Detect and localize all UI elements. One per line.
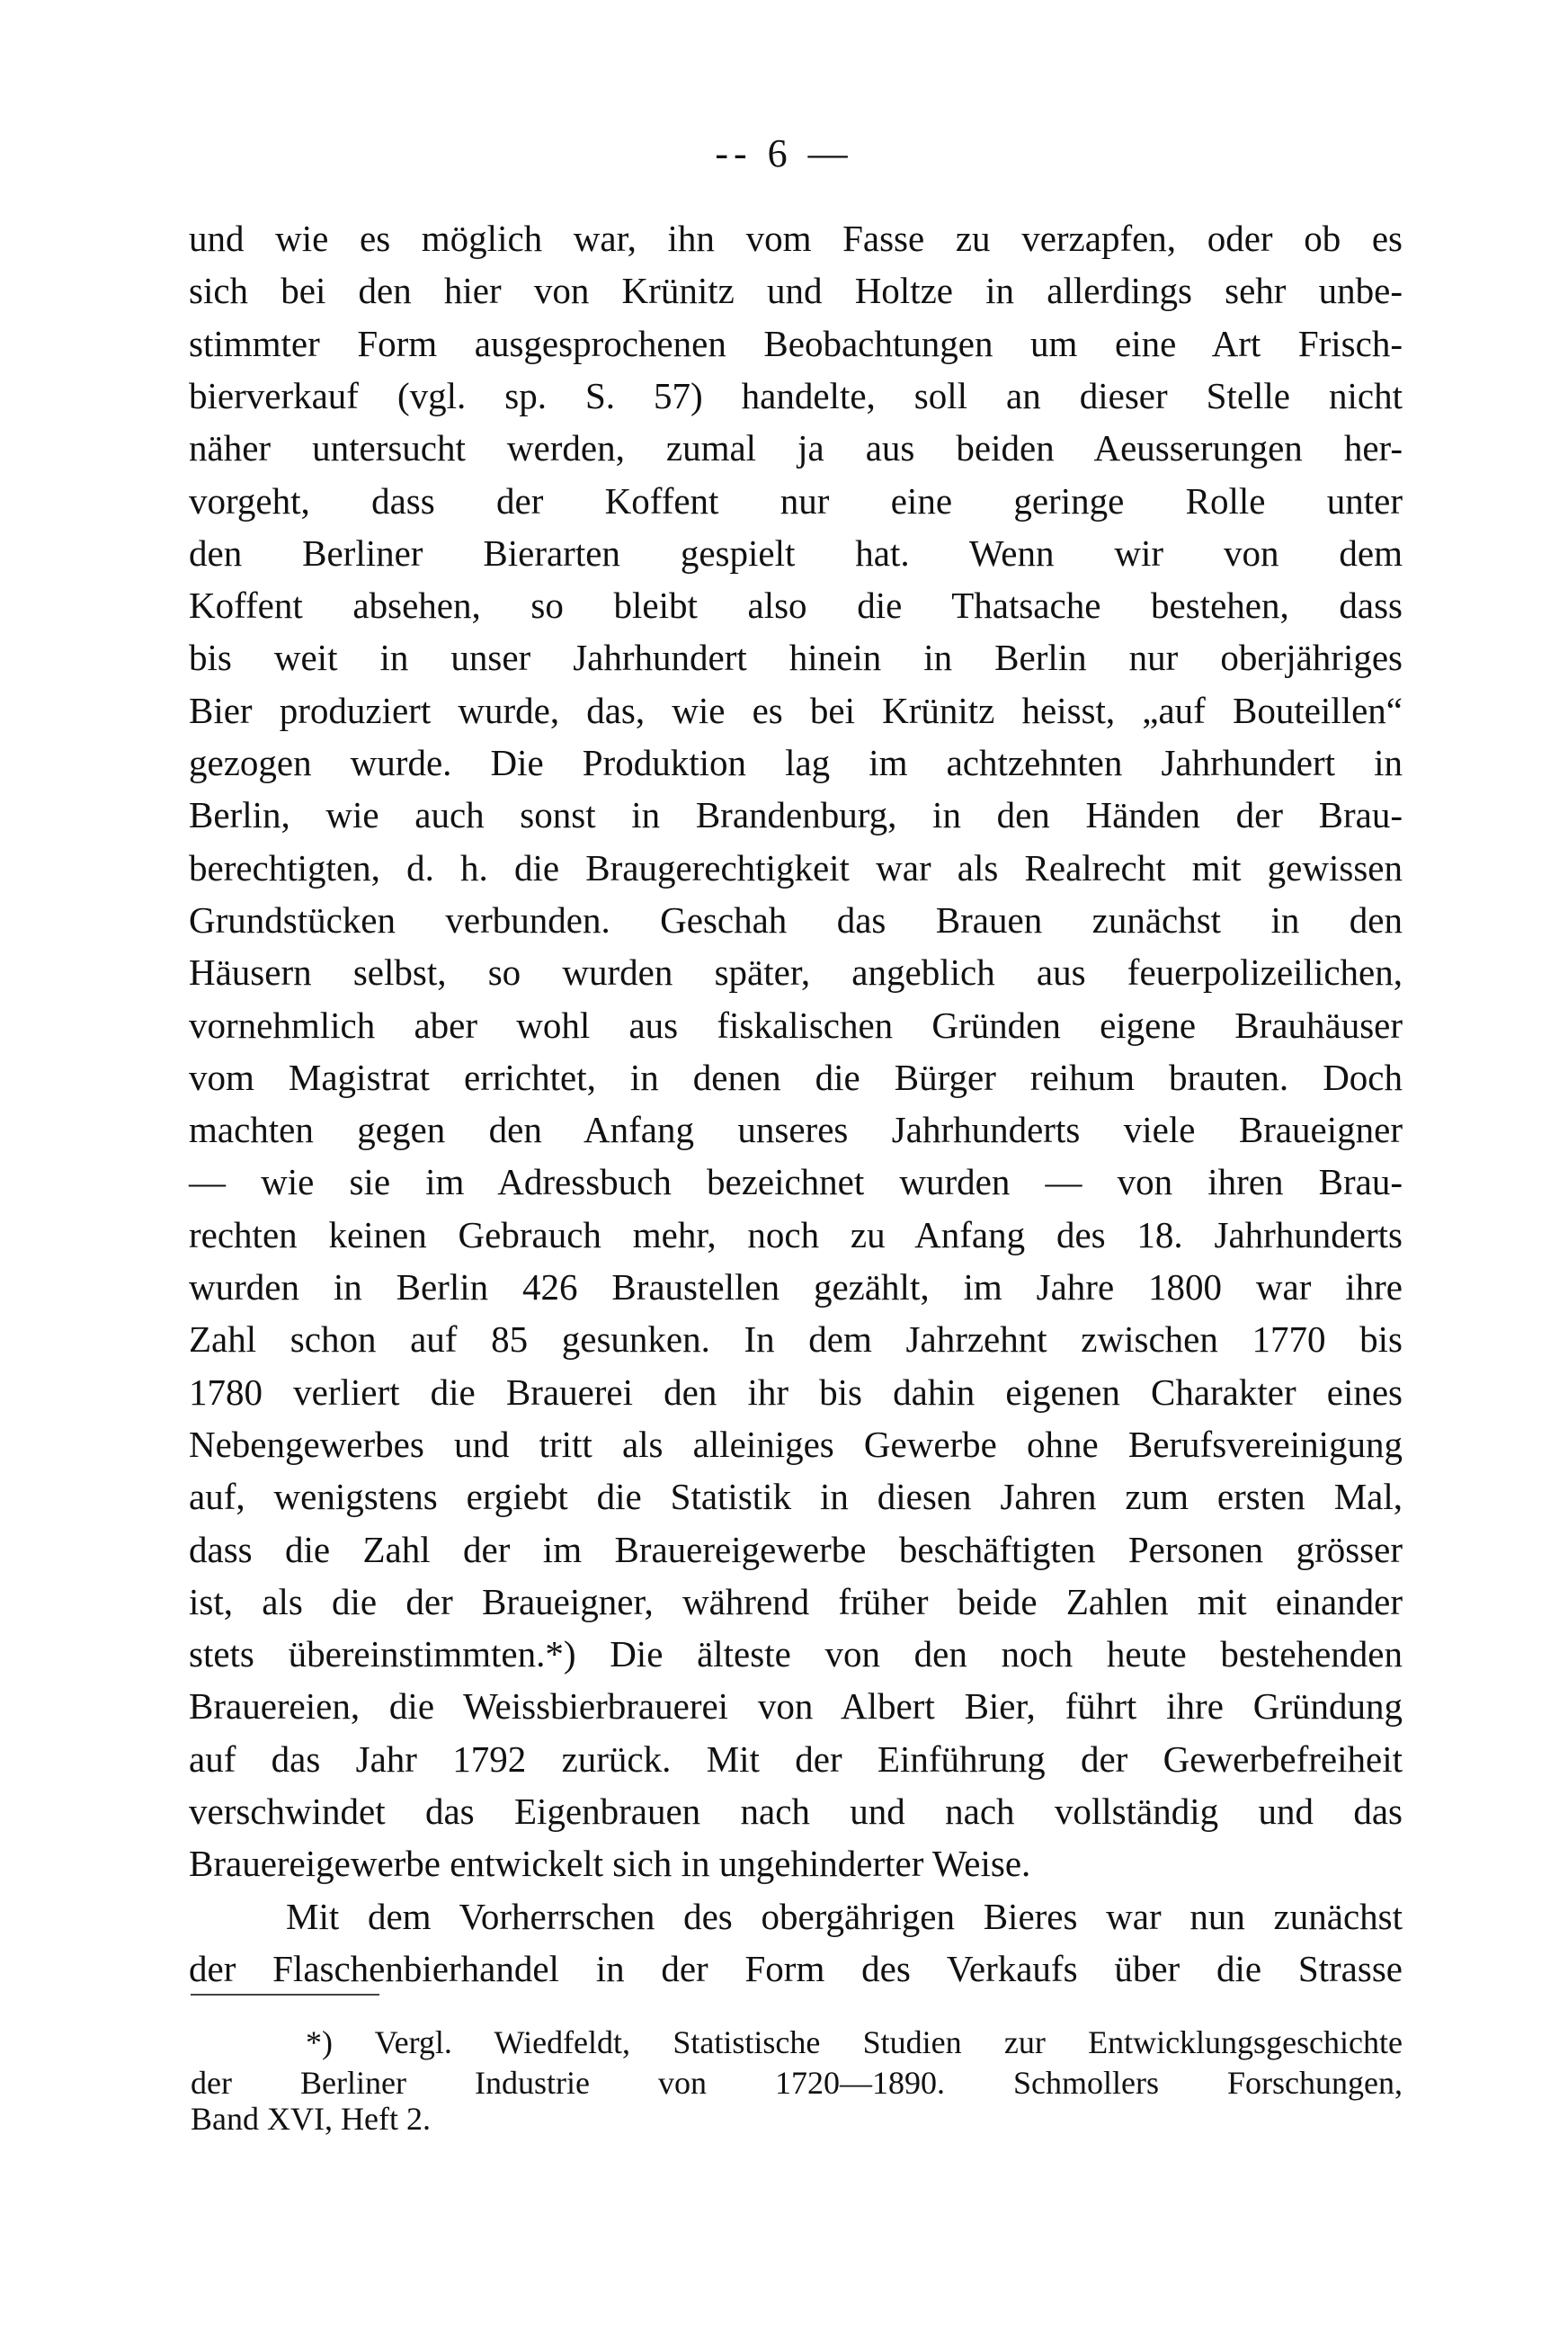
text-line: Häusern selbst, so wurden später, angeblich aus feuerpolizeilichen, [189,951,1403,994]
text-line: vorgeht, dass der Koffent nur eine geringe Rolle unter [189,479,1403,522]
text-line: stets übereinstimmten.*) Die älteste von den noch heute bestehenden [189,1633,1403,1675]
text-line: auf das Jahr 1792 zurück. Mit der Einführung der Gewerbefreiheit [189,1737,1403,1780]
text-line: dass die Zahl der im Brauereigewerbe beschäftigten Personen grösser [189,1528,1403,1570]
text-line: 1780 verliert die Brauerei den ihr bis dahin eigenen Charakter eines [189,1371,1403,1413]
text-line: Brauereigewerbe entwickelt sich in ungehinderter Weise. [189,1843,1031,1885]
text-line: Brauereien, die Weissbierbrauerei von Albert Bier, führt ihre Gründung [189,1685,1403,1728]
text-line: auf, wenigstens ergiebt die Statistik in diesen Jahren zum ersten Mal, [189,1476,1403,1518]
footnote-line: Band XVI, Heft 2. [191,2101,431,2137]
text-line: rechten keinen Gebrauch mehr, noch zu Anfang des 18. Jahrhunderts [189,1213,1403,1255]
text-line: berechtigten, d. h. die Braugerechtigkeit war als Realrecht mit gewissen [189,846,1403,889]
page-number: -- 6 — [715,131,853,175]
text-line: verschwindet das Eigenbrauen nach und nach vollständig und das [189,1791,1403,1832]
text-line: näher untersucht werden, zumal ja aus beiden Aeusserungen her- [189,427,1403,469]
footnote-divider [191,1994,379,1996]
text-line: der Flaschenbierhandel in der Form des Verkaufs über die Strasse [189,1947,1403,1989]
text-line: machten gegen den Anfang unseres Jahrhunderts viele Braueigner [189,1109,1403,1151]
text-line: gezogen wurde. Die Produktion lag im achtzehnten Jahrhundert in [189,742,1403,783]
text-line: bis weit in unser Jahrhundert hinein in Berlin nur oberjähriges [189,637,1403,679]
footnote-line: *) Vergl. Wiedfeldt, Statistische Studien zur Entwicklungsgeschichte [306,2024,1403,2060]
text-line: sich bei den hier von Krünitz und Holtze in allerdings sehr unbe- [189,270,1403,312]
text-line: Bier produziert wurde, das, wie es bei Krünitz heisst, „auf Bouteillen“ [189,689,1403,731]
text-line: wurden in Berlin 426 Braustellen gezählt, im Jahre 1800 war ihre [189,1266,1403,1308]
text-line: stimmter Form ausgesprochenen Beobachtungen um eine Art Frisch- [189,322,1403,364]
text-line: und wie es möglich war, ihn vom Fasse zu verzapfen, oder ob es [189,218,1403,259]
text-line: — wie sie im Adressbuch bezeichnet wurden — von ihren Brau- [189,1161,1403,1203]
text-line: Mit dem Vorherrschen des obergährigen Bieres war nun zunächst [286,1895,1403,1937]
text-line: vornehmlich aber wohl aus fiskalischen Gründen eigene Brauhäuser [189,1004,1403,1046]
text-line: bierverkauf (vgl. sp. S. 57) handelte, soll an dieser Stelle nicht [189,374,1403,416]
text-line: Berlin, wie auch sonst in Brandenburg, in den Händen der Brau- [189,794,1403,836]
footnote-line: der Berliner Industrie von 1720—1890. Schmollers Forschungen, [191,2065,1403,2101]
text-line: Zahl schon auf 85 gesunken. In dem Jahrzehnt zwischen 1770 bis [189,1318,1403,1361]
text-line: ist, als die der Braueigner, während früher beide Zahlen mit einander [189,1580,1403,1622]
text-line: Nebengewerbes und tritt als alleiniges Gewerbe ohne Berufsvereinigung [189,1423,1403,1465]
text-line: Grundstücken verbunden. Geschah das Brauen zunächst in den [189,898,1403,941]
text-line: den Berliner Bierarten gespielt hat. Wenn wir von dem [189,531,1403,574]
text-line: Koffent absehen, so bleibt also die Thatsache bestehen, dass [189,585,1403,627]
text-line: vom Magistrat errichtet, in denen die Bürger reihum brauten. Doch [189,1056,1403,1098]
